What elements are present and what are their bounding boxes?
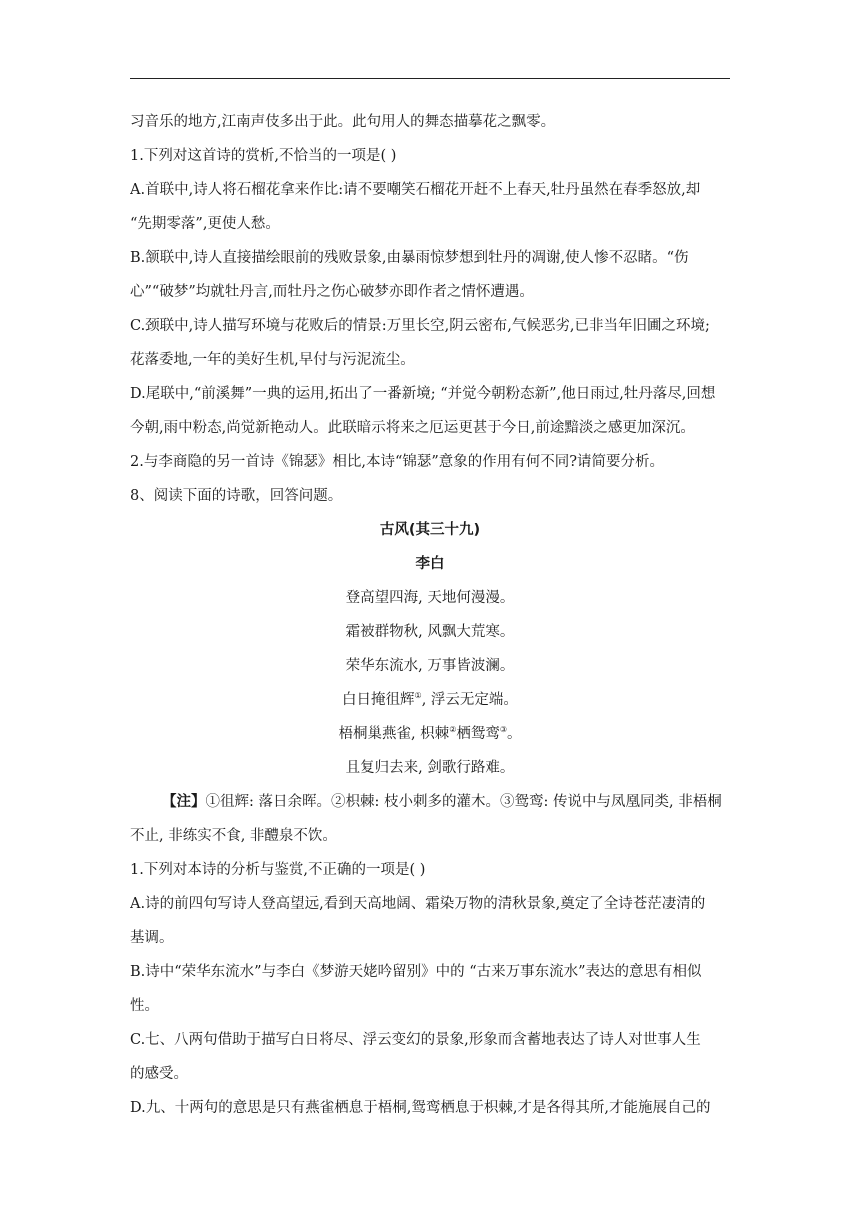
note-label: 【注】: [162, 794, 206, 810]
footnote-marker-3: ③: [499, 725, 508, 735]
option-c-line1: C.颈联中,诗人描写环境与花败后的情景:万里长空,阴云密布,气候恶劣,已非当年旧圃之环境;: [130, 318, 710, 334]
poem-verse-4-part-a: 白日掩徂辉: [342, 692, 415, 708]
footnote-marker-1: ①: [414, 691, 422, 701]
option-d-line2: 今朝,雨中粉态,尚觉新艳动人。此联暗示将来之厄运更甚于今日,前途黯淡之感更加深沉。: [130, 420, 695, 436]
option-a2-line2: 基调。: [130, 930, 174, 946]
option-b-line1: B.颔联中,诗人直接描绘眼前的残败景象,由暴雨惊梦想到牡丹的凋谢,使人惨不忍睹。“伤: [130, 250, 689, 266]
poem-verse-4-part-b: , 浮云无定端。: [421, 692, 518, 708]
option-a-line1: A.首联中,诗人将石榴花拿来作比:请不要嘲笑石榴花开赶不上春天,牡丹虽然在春季怒放,却: [130, 182, 701, 198]
option-c2-line2: 的感受。: [130, 1066, 188, 1082]
poem-verse-3: 荣华东流水, 万事皆波澜。: [345, 658, 515, 674]
poem-author: 李白: [415, 556, 445, 572]
footnote-marker-2: ②: [449, 725, 457, 735]
note-text-1: ①徂辉: 落日余晖。②枳棘: 枝小刺多的灌木。③鸳鸾: 传说中与凤凰同类, 非梧桐: [205, 794, 722, 810]
question-1-prompt: 1.下列对这首诗的赏析,不恰当的一项是( ): [130, 148, 397, 164]
poem-verse-4: [130, 690, 730, 710]
poem-verse-5-part-b: 栖鸳鸾: [456, 726, 500, 742]
poem-verse-5: [130, 724, 730, 744]
option-d-line1: D.尾联中,“前溪舞”一典的运用,拓出了一番新境; “并觉今朝粉态新”,他日雨过,牡丹落尽,回想: [130, 386, 716, 402]
poem-title: 古风(其三十九): [379, 522, 481, 538]
note-line-1: [162, 792, 730, 812]
option-a-line2: “先期零落”,更使人愁。: [130, 216, 280, 232]
option-b2-line1: B.诗中“荣华东流水”与李白《梦游天姥吟留别》中的 “古来万事东流水”表达的意思有相似: [130, 964, 702, 980]
poem-verse-6: 且复归去来, 剑歌行路难。: [345, 760, 515, 776]
section-8-heading: 8、阅读下面的诗歌，回答问题。: [130, 488, 343, 504]
question-1b-prompt: 1.下列对本诗的分析与鉴赏,不正确的一项是( ): [130, 862, 426, 878]
question-2-prompt: 2.与李商隐的另一首诗《锦瑟》相比,本诗“锦瑟”意象的作用有何不同?请简要分析。: [130, 454, 665, 470]
poem-verse-5-part-c: 。: [507, 726, 522, 742]
poem-verse-2: 霜被群物秋, 风飘大荒寒。: [345, 624, 515, 640]
note-line-2: 不止, 非练实不食, 非醴泉不饮。: [130, 828, 337, 844]
option-c2-line1: C.七、八两句借助于描写白日将尽、浮云变幻的景象,形象而含蓄地表达了诗人对世事人生: [130, 1032, 701, 1048]
option-b2-line2: 性。: [130, 998, 159, 1014]
poem-verse-1: 登高望四海, 天地何漫漫。: [345, 590, 515, 606]
text-line: 习音乐的地方,江南声伎多出于此。此句用人的舞态描摹花之飘零。: [130, 114, 556, 130]
poem-verse-5-part-a: 梧桐巢燕雀, 枳棘: [338, 726, 450, 742]
option-c-line2: 花落委地,一年的美好生机,早付与污泥流尘。: [130, 352, 415, 368]
header-rule: [130, 78, 730, 79]
option-a2-line1: A.诗的前四句写诗人登高望远,看到天高地阔、霜染万物的清秋景象,奠定了全诗苍茫凄清的: [130, 896, 706, 912]
option-b-line2: 心”“破梦”均就牡丹言,而牡丹之伤心破梦亦即作者之情怀遭遇。: [130, 284, 534, 300]
option-d2-line1: D.九、十两句的意思是只有燕雀栖息于梧桐,鸳鸾栖息于枳棘,才是各得其所,才能施展自己的: [130, 1100, 711, 1116]
